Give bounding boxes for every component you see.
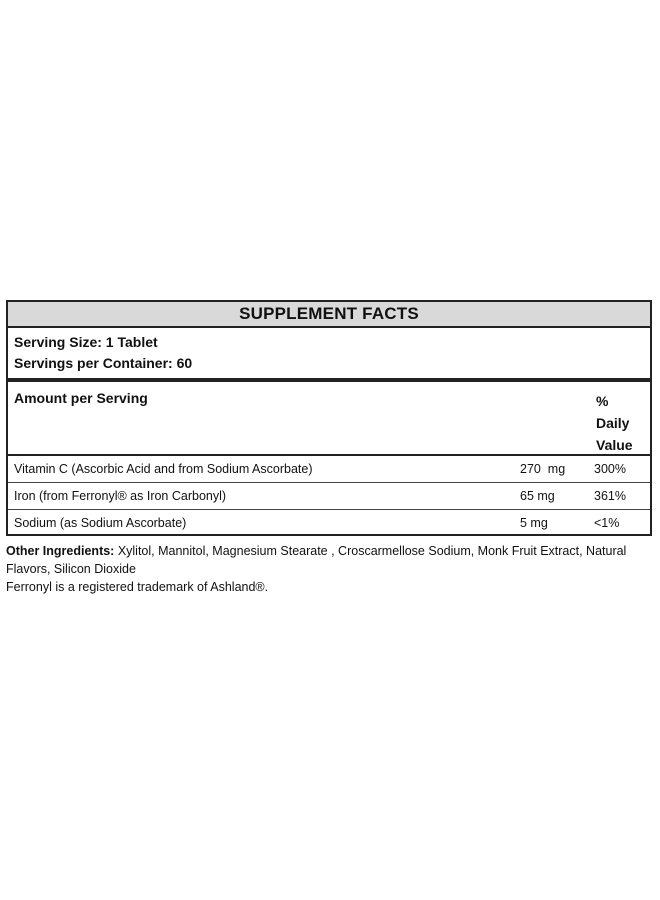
other-ingredients-label: Other Ingredients: [6,544,115,558]
nutrient-daily-value: <1% [594,516,620,530]
dv-header-line: Value [596,437,633,453]
nutrient-row [8,510,650,536]
nutrient-daily-value: 361% [594,489,626,503]
nutrient-daily-value: 300% [594,462,626,476]
dv-header-line: % [596,393,609,409]
nutrient-name: Sodium (as Sodium Ascorbate) [14,516,187,530]
supplement-facts-panel [6,300,652,536]
panel-title: SUPPLEMENT FACTS [8,302,650,328]
nutrient-amount: 270 mg [520,462,566,476]
serving-size: Serving Size: 1 Tablet [14,334,158,350]
dv-header-line: Daily [596,415,630,431]
daily-value-header [596,390,644,456]
nutrient-name: Iron (from Ferronyl® as Iron Carbonyl) [14,489,227,503]
nutrient-name: Vitamin C (Ascorbic Acid and from Sodium Ascorbate) [14,462,313,476]
nutrient-amount: 5 mg [520,516,548,530]
footer-notes [6,542,656,596]
amount-header-row [8,382,650,456]
other-ingredients-text: Xylitol, Mannitol, Magnesium Stearate , Croscarmellose Sodium, Monk Fruit Extract, Natural Flavors, Silicon Dioxide [6,544,627,576]
servings-per-container: Servings per Container: 60 [14,355,193,371]
other-ingredients [6,542,656,578]
amount-per-serving-label: Amount per Serving [14,390,148,406]
nutrient-amount: 65 mg [520,489,555,503]
nutrient-row [8,456,650,483]
serving-info [8,328,650,382]
trademark-note: Ferronyl is a registered trademark of Ashland®. [6,580,269,594]
nutrient-row [8,483,650,510]
